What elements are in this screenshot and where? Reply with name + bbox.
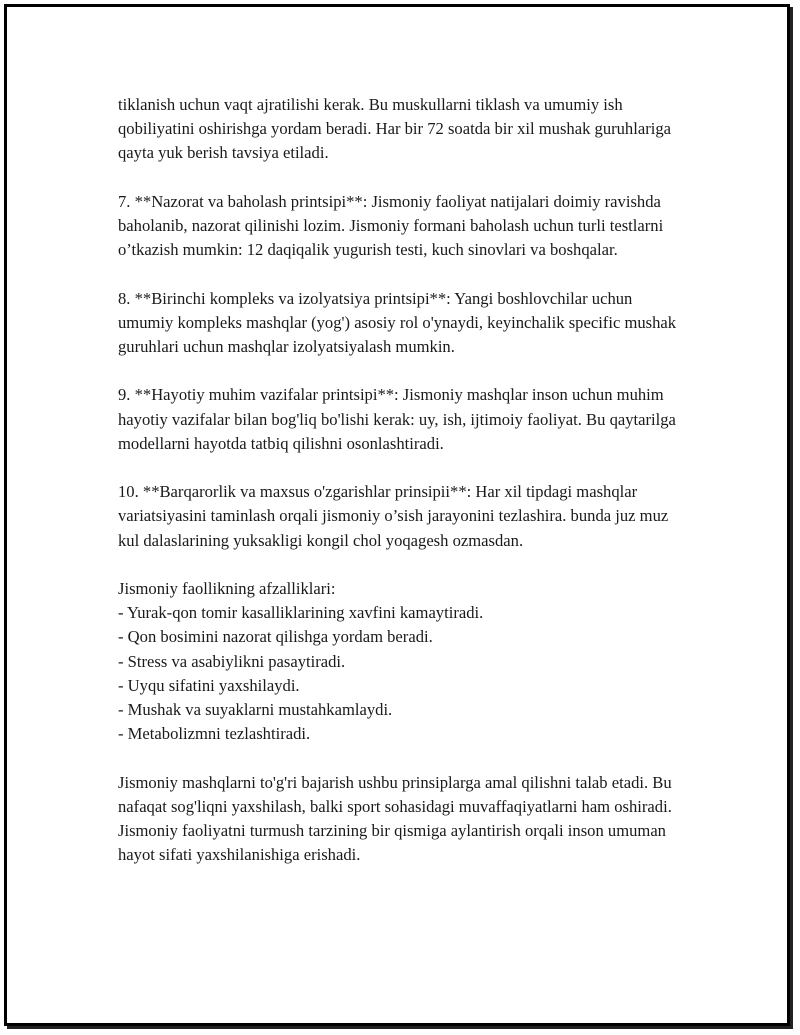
list-item: - Metabolizmni tezlashtiradi. (118, 724, 311, 744)
paragraph-recovery: tiklanish uchun vaqt ajratilishi kerak. Bu muskullarni tiklash va umumiy ish qobiliyatini oshirishga yordam beradi. Har bir 72 soatda bir xil mushak guruhlariga qayta yuk berish tavsiya etiladi. (118, 95, 672, 163)
paragraph-principle-9: 9. **Hayotiy muhim vazifalar printsipi**: Jismoniy mashqlar inson uchun muhim hayotiy vazifalar bilan bog'liq bo'lishi kerak: uy, ish, ijtimoiy faoliyat. Bu qaytarilga modellarni hayotda tatbiq qilishni osonlashtiradi. (118, 385, 676, 453)
list-item: - Stress va asabiylikni pasaytiradi. (118, 651, 346, 671)
list-item: - Yurak-qon tomir kasalliklarining xavfini kamaytiradi. (118, 603, 484, 623)
paragraph-principle-10: 10. **Barqarorlik va maxsus o'zgarishlar prinsipii**: Har xil tipdagi mashqlar variatsiyasini taminlash orqali jismoniy o’sish jarayonini tezlashira. bunda juz muz kul dalaslarining yuksakligi kongil chol yoqagesh ozmasdan. (118, 482, 669, 550)
document-body (118, 93, 688, 892)
list-item: - Mushak va suyaklarni mustahkamlaydi. (118, 700, 393, 719)
list-item: - Uyqu sifatini yaxshilaydi. (118, 675, 300, 695)
paragraph-conclusion: Jismoniy mashqlarni to'g'ri bajarish ushbu prinsiplarga amal qilishni talab etadi. Bu nafaqat sog'liqni yaxshilash, balki sport sohasidagi muvaffaqiyatlarni ham oshiradi. Jismoniy faoliyatni turmush tarzining bir qismiga aylantirish orqali inson umuman hayot sifati yaxshilanishiga erishadi. (118, 772, 672, 865)
paragraph-principle-7: 7. **Nazorat va baholash printsipi**: Jismoniy faoliyat natijalari doimiy ravishda baholanib, nazorat qilinishi lozim. Jismoniy formani baholash uchun turli testlarni o’tkazish mumkin: 12 daqiqalik yugurish testi, kuch sinovlari va boshqalar. (118, 191, 664, 260)
benefits-heading: Jismoniy faollikning afzalliklari: (118, 578, 336, 598)
benefits-list (118, 601, 688, 746)
list-item: - Qon bosimini nazorat qilishga yordam beradi. (118, 627, 433, 647)
paragraph-principle-8: 8. **Birinchi kompleks va izolyatsiya printsipi**: Yangi boshlovchilar uchun umumiy kompleks mashqlar (yog') asosiy rol o'ynaydi, keyinchalik specific mushak guruhlari uchun mashqlar izolyatsiyalash mumkin. (118, 288, 677, 356)
benefits-section (118, 577, 688, 746)
